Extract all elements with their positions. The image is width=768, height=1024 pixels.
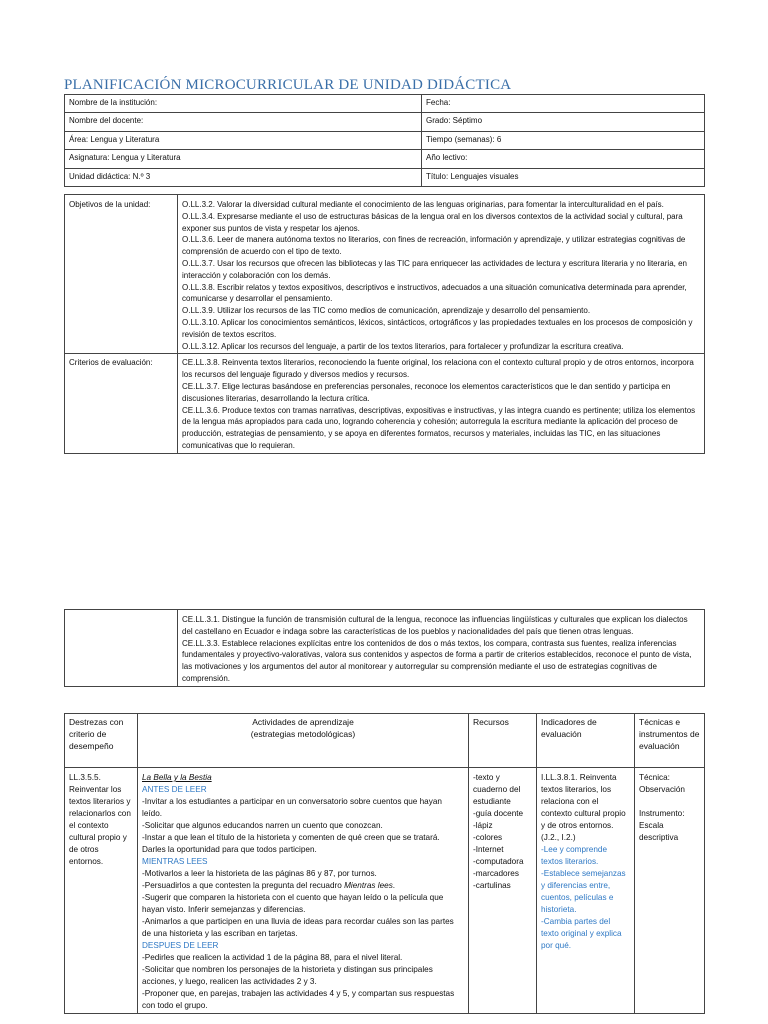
tecnicas-cell — [635, 768, 705, 1014]
criteria-label: Criterios de evaluación: — [65, 354, 178, 453]
indicadores-cell — [537, 768, 635, 1014]
activity-item: -Motivarlos a leer la historieta de las páginas 86 y 87, por turnos. — [142, 869, 377, 878]
info-table — [64, 94, 705, 187]
story-title: La Bella y la Bestia — [142, 773, 212, 782]
header-recursos: Recursos — [469, 714, 537, 768]
activity-item: -Sugerir que comparen la historieta con el cuento que hayan leído o la película que hayan visto. Inferir semejanzas y diferencias. — [142, 893, 444, 914]
criteria-item: CE.LL.3.3. Establece relaciones explícitas entre los contenidos de dos o más textos, los compara, contrasta sus fuentes, realiza inferencias fundamentales y proyectivo-valorativas, valora sus contenidos y aspectos de forma a partir de criterios establecidos, reconoce el punto de vista, las motivaciones y los argumentos del autor al monitorear y autorregular su comprensión mediante el uso de estrategias cognitivas de comprensión. — [182, 638, 692, 683]
activity-item: -Proponer que, en parejas, trabajen las actividades 4 y 5, y compartan sus respuestas con todo el grupo. — [142, 989, 455, 1010]
page-title: PLANIFICACIÓN MICROCURRICULAR DE UNIDAD DIDÁCTICA — [64, 77, 512, 93]
instrument: Instrumento: Escala descriptiva — [639, 809, 685, 842]
teacher-field: Nombre del docente: — [65, 113, 422, 131]
activity-item: -Persuadirlos a que contesten la pregunta del recuadro Mientras lees. — [142, 881, 396, 890]
indicator-main: I.LL.3.8.1. Reinventa textos literarios, los relaciona con el contexto cultural propio y de otros entornos. — [541, 773, 626, 830]
mientras-heading: MIENTRAS LEES — [142, 857, 208, 866]
header-actividades: Actividades de aprendizaje (estrategias metodológicas) — [138, 714, 469, 768]
institution-field: Nombre de la institución: — [65, 95, 422, 113]
unit-field: Unidad didáctica: N.º 3 — [65, 168, 422, 186]
resource-item: -marcadores — [473, 869, 519, 878]
indicator-item: -Lee y comprende textos literarios. — [541, 845, 607, 866]
time-field: Tiempo (semanas): 6 — [422, 131, 705, 149]
activity-item: -Pedirles que realicen la actividad 1 de la página 88, para el nivel literal. — [142, 953, 403, 962]
objective-item: O.LL.3.9. Utilizar los recursos de las TIC como medios de comunicación, aprendizaje y desarrollo del pensamiento. — [182, 306, 591, 316]
activity-item: -Instar a que lean el título de la historieta y comenten de qué creen que se tratará. Darles la oportunidad para que todos participen. — [142, 833, 440, 854]
area-field: Área: Lengua y Literatura — [65, 131, 422, 149]
objective-item: O.LL.3.7. Usar los recursos que ofrecen las bibliotecas y las TIC para enriquecer las actividades de lectura y escritura literaria y no literaria, en interacción y colaboración con los demás. — [182, 258, 687, 280]
resource-item: -Internet — [473, 845, 504, 854]
subject-field: Asignatura: Lengua y Literatura — [65, 150, 422, 168]
actividades-cell — [138, 768, 469, 1014]
objectives-table — [64, 194, 705, 454]
resource-item: -computadora — [473, 857, 524, 866]
criteria-continued-table — [64, 609, 705, 687]
criteria-item: CE.LL.3.1. Distingue la función de transmisión cultural de la lengua, reconoce las influencias lingüísticas y culturales que explican los dialectos del castellano en Ecuador e indaga sobre las características de los pueblos y nacionalidades del país que tienen otras lenguas. — [182, 615, 688, 636]
grade-field: Grado: Séptimo — [422, 113, 705, 131]
technique: Técnica: Observación — [639, 773, 685, 794]
recursos-cell — [469, 768, 537, 1014]
indicator-item: -Cambia partes del texto original y explica por qué. — [541, 917, 622, 950]
header-tecnicas: Técnicas e instrumentos de evaluación — [635, 714, 705, 768]
resource-item: -lápiz — [473, 821, 493, 830]
activity-item: -Animarlos a que participen en una lluvia de ideas para recordar cuáles son las partes de una historieta y las escriban en tarjetas. — [142, 917, 454, 938]
header-indicadores: Indicadores de evaluación — [537, 714, 635, 768]
objective-item: O.LL.3.4. Expresarse mediante el uso de estructuras básicas de la lengua oral en los diversos contextos de la actividad social y cultural, para exponer sus puntos de vista y respetar los ajenos. — [182, 211, 683, 233]
title-field: Título: Lenguajes visuales — [422, 168, 705, 186]
indicator-ref: (J.2., I.2.) — [541, 833, 576, 842]
resource-item: -cartulinas — [473, 881, 511, 890]
objective-item: O.LL.3.2. Valorar la diversidad cultural mediante el conocimiento de las lenguas originarias, para fomentar la interculturalidad en el país. — [182, 200, 664, 209]
header-destrezas: Destrezas con criterio de desempeño — [65, 714, 138, 768]
activities-table — [64, 713, 705, 1014]
criteria-item: CE.LL.3.7. Elige lecturas basándose en preferencias personales, reconoce los elementos característicos que le dan sentido y participa en discusiones literarias, desarrollando la lectura crítica. — [182, 381, 671, 403]
criteria-item: CE.LL.3.6. Produce textos con tramas narrativas, descriptivas, expositivas e instructivas, y las integra cuando es pertinente; utiliza los elementos de la lengua más apropiados para cada uno, logrando coherencia y cohesión; autorregula la escritura mediante la aplicación del proceso de producción, estrategias de pensamiento, y se apoya en diferentes formatos, recursos y materiales, incluidas las TIC, en las situaciones comunicativas que lo requieran. — [182, 405, 696, 450]
year-field: Año lectivo: — [422, 150, 705, 168]
activity-item: -Invitar a los estudiantes a participar en un conversatorio sobre cuentos que hayan leído. — [142, 797, 442, 818]
antes-heading: ANTES DE LEER — [142, 785, 207, 794]
destreza-cell: LL.3.5.5. Reinventar los textos literarios y relacionarlos con el contexto cultural propio y de otros entornos. — [65, 768, 138, 1014]
activity-item: -Solicitar que nombren los personajes de la historieta y distingan sus principales acciones, y luego, realicen las actividades 2 y 3. — [142, 965, 433, 986]
indicator-item: -Establece semejanzas y diferencias entre, cuentos, películas e historieta. — [541, 869, 626, 914]
objective-item: O.LL.3.10. Aplicar los conocimientos semánticos, léxicos, sintácticos, ortográficos y las propiedades textuales en los procesos de composición y revisión de textos escritos. — [182, 317, 693, 339]
objective-item: O.LL.3.6. Leer de manera autónoma textos no literarios, con fines de recreación, información y aprendizaje, y utilizar estrategias cognitivas de comprensión de acuerdo con el tipo de texto. — [182, 235, 686, 257]
activity-item: -Solicitar que algunos educandos narren un cuento que conozcan. — [142, 821, 383, 830]
resource-item: -guía docente — [473, 809, 524, 818]
resource-item: -texto y cuaderno del estudiante — [473, 773, 521, 806]
criteria-item: CE.LL.3.8. Reinventa textos literarios, reconociendo la fuente original, los relaciona con el contexto cultural propio y de otros entornos, incorpora los recursos del lenguaje figurado y diversos medios y recursos. — [182, 358, 694, 380]
resource-item: -colores — [473, 833, 503, 842]
despues-heading: DESPUES DE LEER — [142, 941, 219, 950]
objective-item: O.LL.3.12. Aplicar los recursos del lenguaje, a partir de los textos literarios, para fortalecer y profundizar la escritura creativa. — [182, 341, 624, 351]
objectives-label: Objetivos de la unidad: — [65, 195, 178, 354]
objective-item: O.LL.3.8. Escribir relatos y textos expositivos, descriptivos e instructivos, adecuados a una situación comunicativa determinada para aprender, comunicarse y desarrollar el pensamiento. — [182, 282, 687, 304]
date-field: Fecha: — [422, 95, 705, 113]
